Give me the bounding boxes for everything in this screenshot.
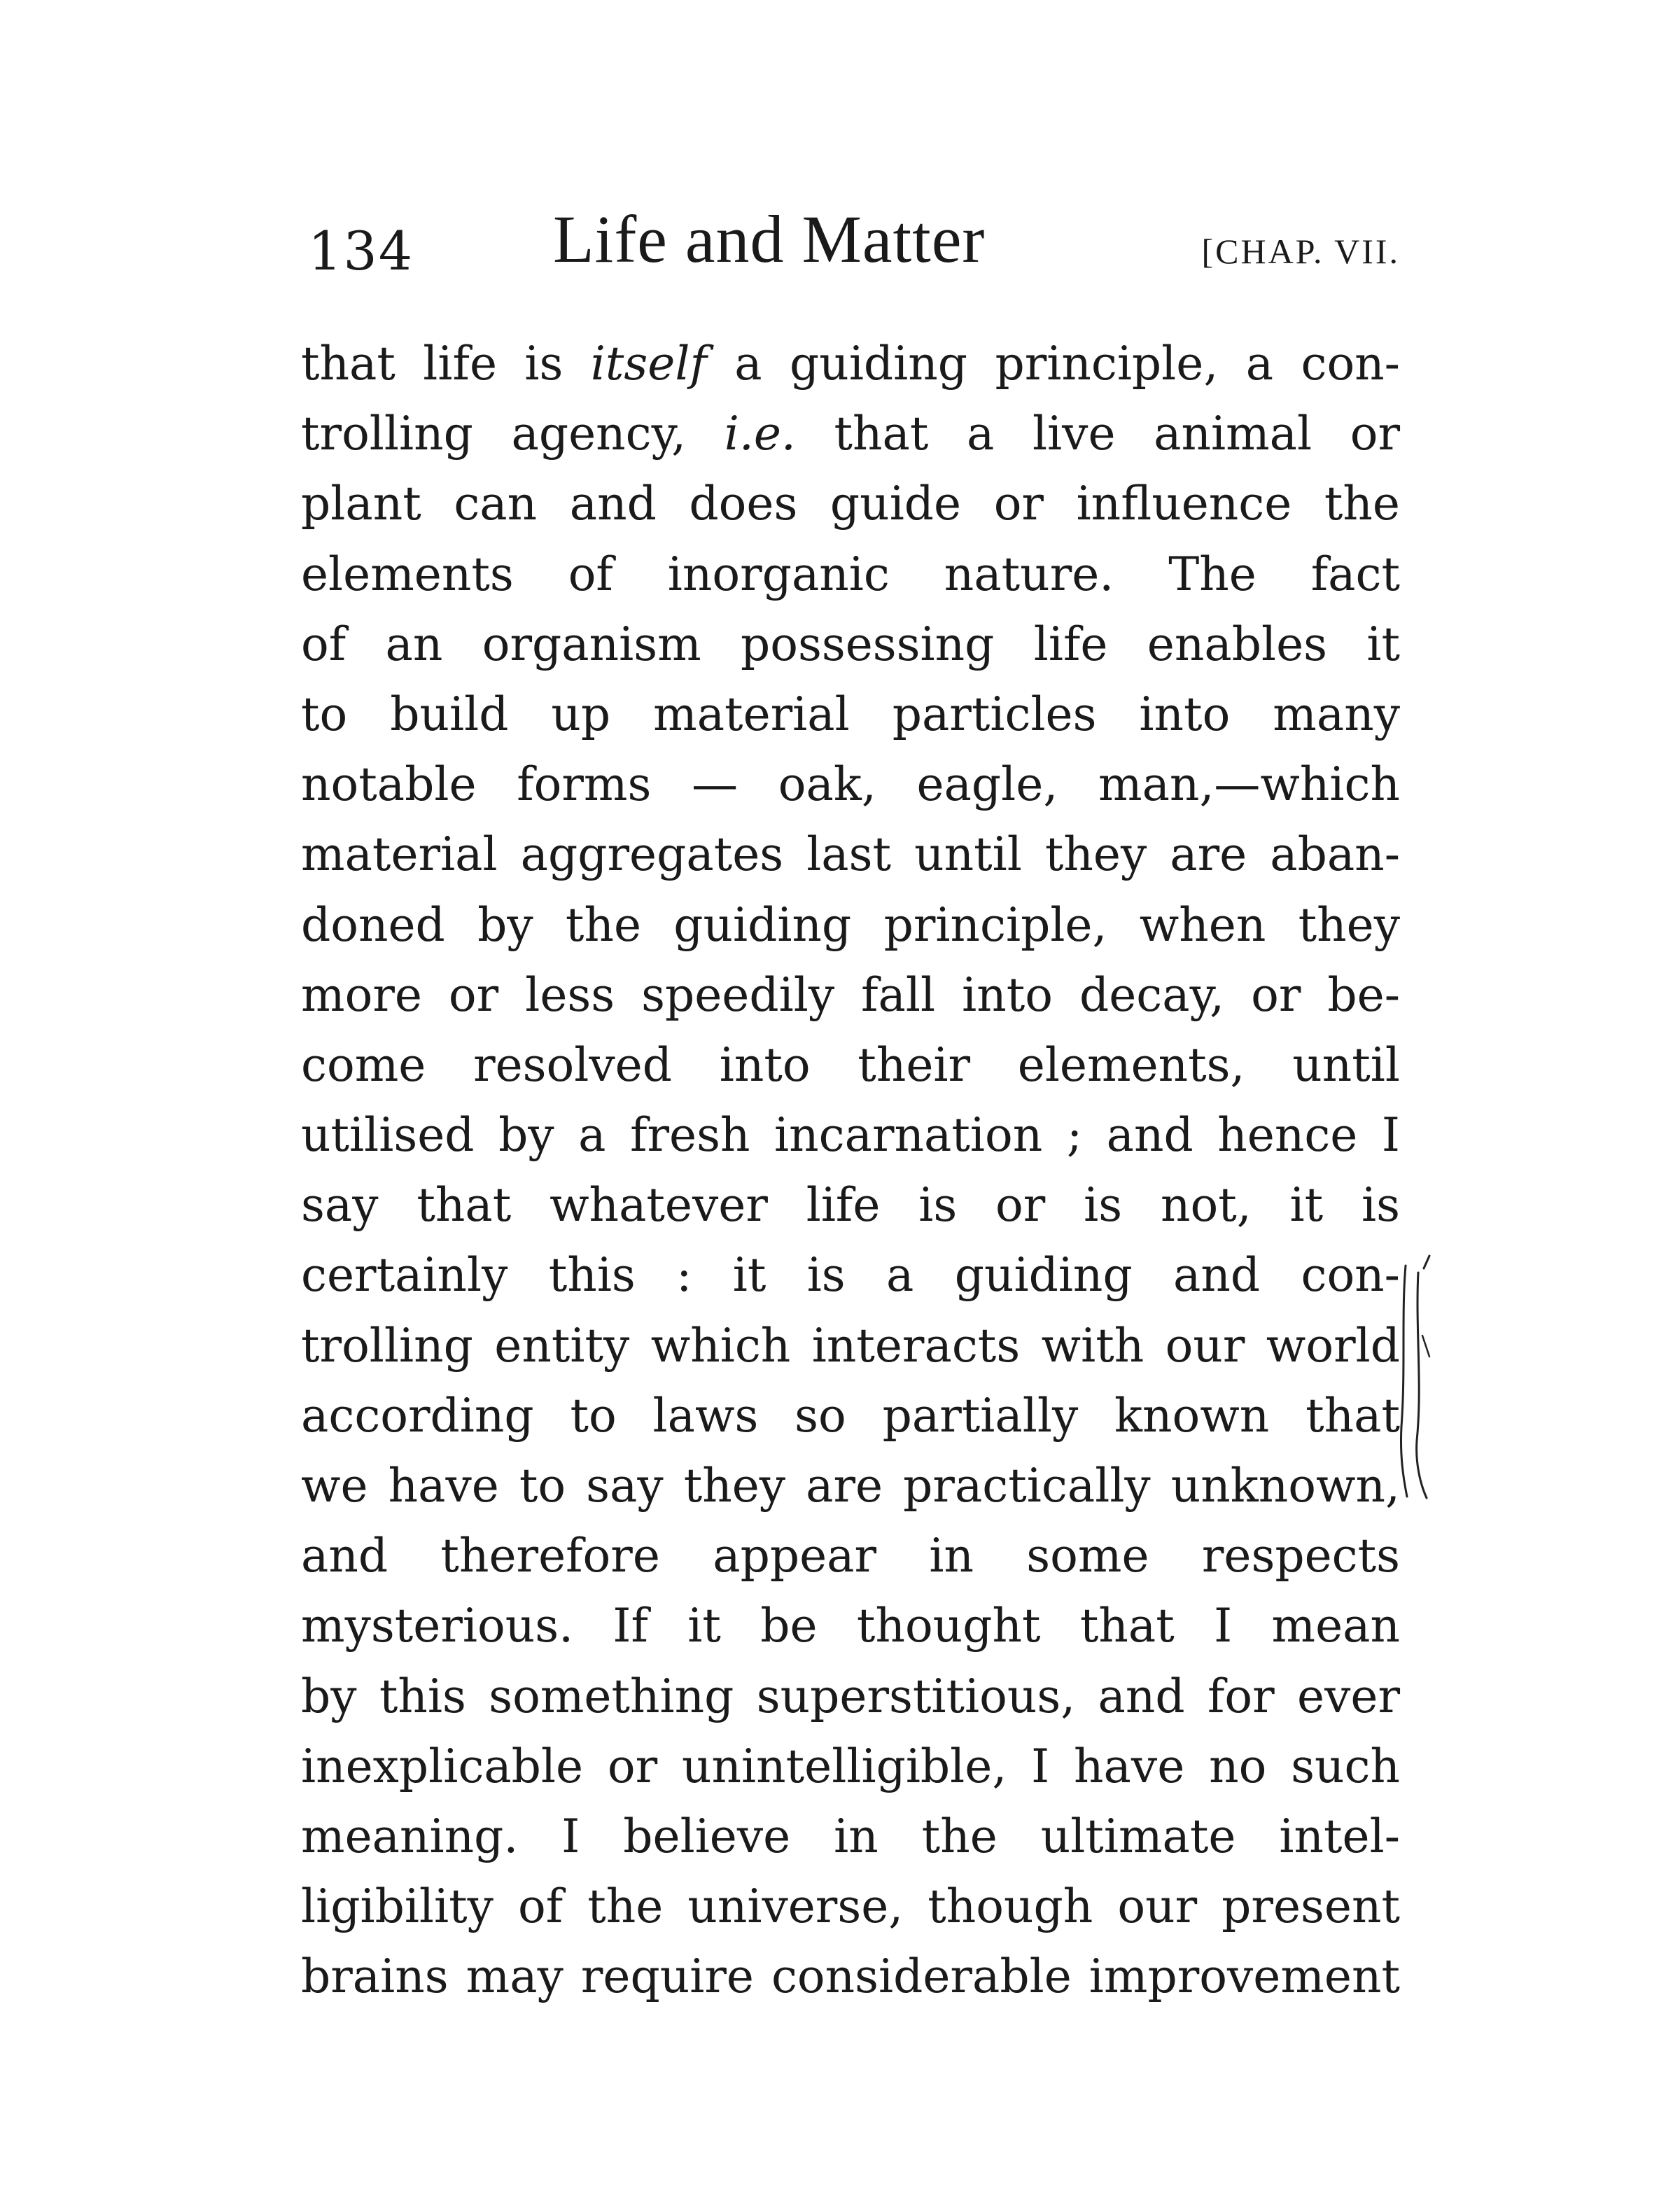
text-line: inexplicable or unintelligible, I have no such — [301, 1739, 1400, 1793]
text-line: we have to say they are practically unknown, — [301, 1459, 1400, 1513]
text-line: trolling entity which interacts with our world — [301, 1318, 1400, 1373]
body-text — [301, 329, 1400, 2012]
text-line: mysterious. If it be thought that I mean — [301, 1599, 1400, 1653]
italic-text: i.e. — [724, 407, 796, 461]
text-line: brains may require considerable improvement — [301, 1949, 1400, 2004]
text-line: to build up material particles into many — [301, 687, 1400, 741]
text-line: ligibility of the universe, though our present — [301, 1879, 1400, 1934]
text-line: plant can and does guide or influence the — [301, 477, 1400, 531]
text-line: utilised by a fresh incarnation ; and hence I — [301, 1108, 1400, 1163]
text-run: a guiding principle, a con- — [706, 337, 1400, 391]
text-line: material aggregates last until they are aban- — [301, 827, 1400, 882]
page-number: 134 — [308, 220, 414, 282]
text-line — [301, 329, 1400, 399]
text-run: that life is — [301, 337, 591, 391]
text-line: meaning. I believe in the ultimate intel- — [301, 1809, 1400, 1863]
text-line: by this something superstitious, and for ever — [301, 1669, 1400, 1723]
text-run: trolling agency, — [301, 407, 724, 461]
text-line: elements of inorganic nature. The fact — [301, 547, 1400, 601]
chapter-reference: [CHAP. VII. — [1201, 232, 1400, 271]
running-title: Life and Matter — [553, 202, 986, 276]
italic-text: itself — [590, 337, 707, 391]
text-line: certainly this : it is a guiding and con- — [301, 1248, 1400, 1303]
text-line: notable forms — oak, eagle, man,—which — [301, 757, 1400, 812]
text-line: according to laws so partially known that — [301, 1388, 1400, 1443]
handwritten-margin-mark — [1399, 1252, 1434, 1504]
text-line: of an organism possessing life enables it — [301, 617, 1400, 671]
text-line: more or less speedily fall into decay, or be- — [301, 967, 1400, 1022]
text-run: that a live animal or — [795, 407, 1400, 461]
text-line: come resolved into their elements, until — [301, 1037, 1400, 1092]
text-line — [301, 399, 1400, 469]
text-line: say that whatever life is or is not, it is — [301, 1178, 1400, 1233]
text-line: and therefore appear in some respects — [301, 1529, 1400, 1583]
running-head — [308, 196, 1400, 287]
text-line: doned by the guiding principle, when they — [301, 897, 1400, 952]
